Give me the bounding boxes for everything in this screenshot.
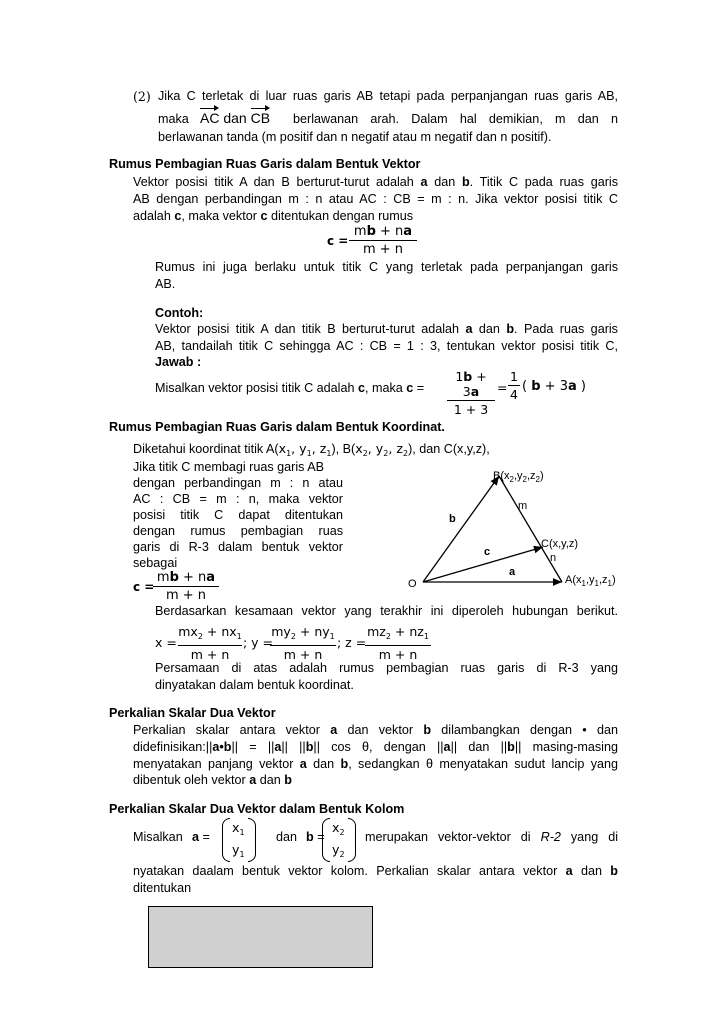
- label-m: m: [518, 500, 528, 512]
- item2-text-1: Jika C terletak di luar ruas garis AB tetapi pada perpanjangan ruas garis AB,: [158, 89, 618, 103]
- sec2-formula-num: mb + na: [156, 570, 216, 585]
- sec2-text-1a: Diketahui koordinat titik A(: [133, 442, 279, 456]
- sec1-note-1: Rumus ini juga berlaku untuk titik C yang terletak pada perpanjangan garis: [155, 260, 618, 274]
- sec3-text-2: didefinisikan:||a•b|| = ||a|| ||b|| cos θ, dengan ||a|| dan ||b|| masing-masing: [133, 740, 618, 754]
- section-heading-skalar: Perkalian Skalar Dua Vektor: [109, 706, 276, 720]
- sec2-after: Berdasarkan kesamaan vektor yang terakhir ini diperoleh hubungan berikut.: [155, 604, 618, 618]
- answer-fraction-2: [508, 369, 520, 402]
- sec2-para-3: AC : CB = m : n, maka vektor: [133, 492, 343, 506]
- fx-lhs: x =: [155, 635, 177, 650]
- label-vector-b: b: [449, 513, 456, 525]
- label-n: n: [550, 552, 557, 564]
- sec4-misal: Misalkan: [133, 830, 183, 844]
- sec3-text-4: dibentuk oleh vektor a dan b: [133, 773, 292, 787]
- sec1-formula-num: mb + na: [353, 224, 413, 239]
- label-vector-a: a: [509, 566, 516, 578]
- fz-den: m + n: [378, 647, 418, 662]
- sec4-b-eq: b =: [306, 830, 325, 844]
- coord-b: $x_2$, $y_2$, $z_2$: [355, 441, 409, 458]
- sec4-a-eq: a =: [192, 830, 210, 844]
- sec2-para-4: posisi titik C dapat ditentukan: [133, 508, 343, 522]
- section-heading-vektor: Rumus Pembagian Ruas Garis dalam Bentuk Vektor: [109, 157, 421, 171]
- sec2-text-1c: ), dan C(x,y,z),: [408, 442, 490, 456]
- sec2-text-1b: ), B(: [331, 442, 356, 456]
- sec4-rest: merupakan vektor-vektor di R-2 yang di: [365, 830, 618, 844]
- label-a-point: $A(x_1,y_1,z_1)$: [565, 574, 616, 588]
- vector-b-y: $y_2$: [332, 842, 345, 859]
- answer-text: Misalkan vektor posisi titik C adalah c, maka c =: [155, 381, 425, 395]
- sec2-para-7: sebagai: [133, 556, 178, 570]
- fz-fraction: [365, 624, 431, 662]
- answer-den: 1 + 3: [453, 402, 489, 417]
- vector-cb: CB: [250, 110, 271, 126]
- example-text-2: AB, tandailah titik C sehingga AC : CB = 1 : 3, tentukan vektor posisi titik C,: [155, 339, 618, 353]
- sec2-concl-1: Persamaan di atas adalah rumus pembagian ruas garis di R-3 yang: [155, 661, 618, 675]
- sec1-text-3: adalah c, maka vektor c ditentukan dengan rumus: [133, 209, 414, 223]
- item2-vectors: [200, 111, 270, 126]
- item2-line2: [158, 112, 618, 127]
- vector-c-arrow: [423, 547, 543, 582]
- sec1-formula-den: m + n: [362, 242, 404, 257]
- sec1-text-2: AB dengan perbandingan m : n atau AC : CB = m : n. Jika vektor posisi titik C: [133, 192, 618, 206]
- vector-ac: AC: [200, 110, 220, 126]
- sec2-para-5: dengan rumus pembagian ruas: [133, 524, 343, 538]
- fy-num: $my_2 + ny_1$: [271, 624, 335, 641]
- fx-den: m + n: [190, 647, 230, 662]
- item2-text-3: berlawanan tanda (m positif dan n negatif atau m negatif dan n positif).: [158, 130, 552, 144]
- answer-fraction-1: [447, 369, 495, 417]
- sec2-para-1: Jika titik C membagi ruas garis AB: [133, 460, 325, 474]
- section-heading-kolom: Perkalian Skalar Dua Vektor dalam Bentuk Kolom: [109, 802, 405, 816]
- label-origin: O: [408, 578, 417, 590]
- sec1-text-1: Vektor posisi titik A dan B berturut-turut adalah a dan b. Titik C pada ruas garis: [133, 175, 618, 189]
- sec3-text-3: menyatakan panjang vektor a dan b, sedangkan θ menyatakan sudut lancip yang: [133, 757, 618, 771]
- item2-maka: maka: [158, 112, 189, 126]
- answer-f-den: 4: [510, 387, 518, 402]
- sec1-note-2: AB.: [155, 277, 176, 291]
- sec2-concl-2: dinyatakan dalam bentuk koordinat.: [155, 678, 354, 692]
- sec2-para-6: garis di R-3 dalam bentuk vektor: [133, 540, 343, 554]
- sec2-para-2: dengan perbandingan m : n atau: [133, 476, 343, 490]
- section-heading-koordinat: Rumus Pembagian Ruas Garis dalam Bentuk Koordinat.: [109, 420, 445, 434]
- item2-text-2: berlawanan arah. Dalam hal demikian, m dan n: [293, 112, 618, 126]
- vector-b-x: $x_2$: [332, 820, 345, 837]
- formula-placeholder-box: [148, 906, 373, 968]
- fz-num: $mz_2 + nz_1$: [367, 624, 429, 641]
- coord-a: $x_1$, $y_1$, $z_1$: [278, 441, 332, 458]
- answer-equals: =: [497, 380, 508, 395]
- sec2-formula-fraction: [153, 570, 219, 603]
- sec1-formula-lhs: c =: [327, 234, 349, 248]
- label-c-point: C(x,y,z): [541, 538, 579, 550]
- item2-dan: dan: [223, 110, 247, 126]
- sec4-dan: dan: [276, 830, 298, 844]
- fz-lhs: ; z =: [337, 635, 367, 650]
- answer-f-num: 1: [510, 369, 518, 384]
- label-b-point: $B(x_2,y_2,z_2)$: [493, 470, 544, 484]
- vector-a-x: $x_1$: [232, 820, 245, 837]
- vector-a-y: $y_1$: [232, 842, 245, 859]
- column-vector-b: [322, 818, 356, 860]
- example-text-1: Vektor posisi titik A dan titik B berturut-turut adalah a dan b. Pada ruas garis: [155, 322, 618, 336]
- sec2-text-1: [133, 441, 490, 461]
- item2-number: (2): [133, 89, 151, 104]
- sec4-text-2: nyatakan daalam bentuk vektor kolom. Perkalian skalar antara vektor a dan b: [133, 864, 618, 878]
- fy-lhs: ; y =: [243, 635, 274, 650]
- answer-num: 1b + 3a: [455, 369, 487, 399]
- answer-label: Jawab :: [155, 355, 202, 369]
- example-label: Contoh:: [155, 306, 204, 320]
- sec4-text-3: ditentukan: [133, 881, 192, 895]
- sec2-formula-lhs: c =: [133, 580, 155, 594]
- label-vector-c: c: [484, 546, 491, 558]
- sec2-formula-den: m + n: [165, 588, 207, 603]
- vector-b-arrow: [423, 476, 499, 582]
- answer-tail: ( b + 3a ): [522, 379, 586, 394]
- sec1-formula-fraction: [349, 224, 417, 257]
- fx-num: $mx_2 + nx_1$: [178, 624, 242, 641]
- sec3-text-1: Perkalian skalar antara vektor a dan vektor b dilambangkan dengan • dan: [133, 723, 618, 737]
- column-vector-a: [222, 818, 256, 860]
- fx-fraction: [178, 624, 242, 662]
- fy-den: m + n: [283, 647, 323, 662]
- fy-fraction: [270, 624, 336, 662]
